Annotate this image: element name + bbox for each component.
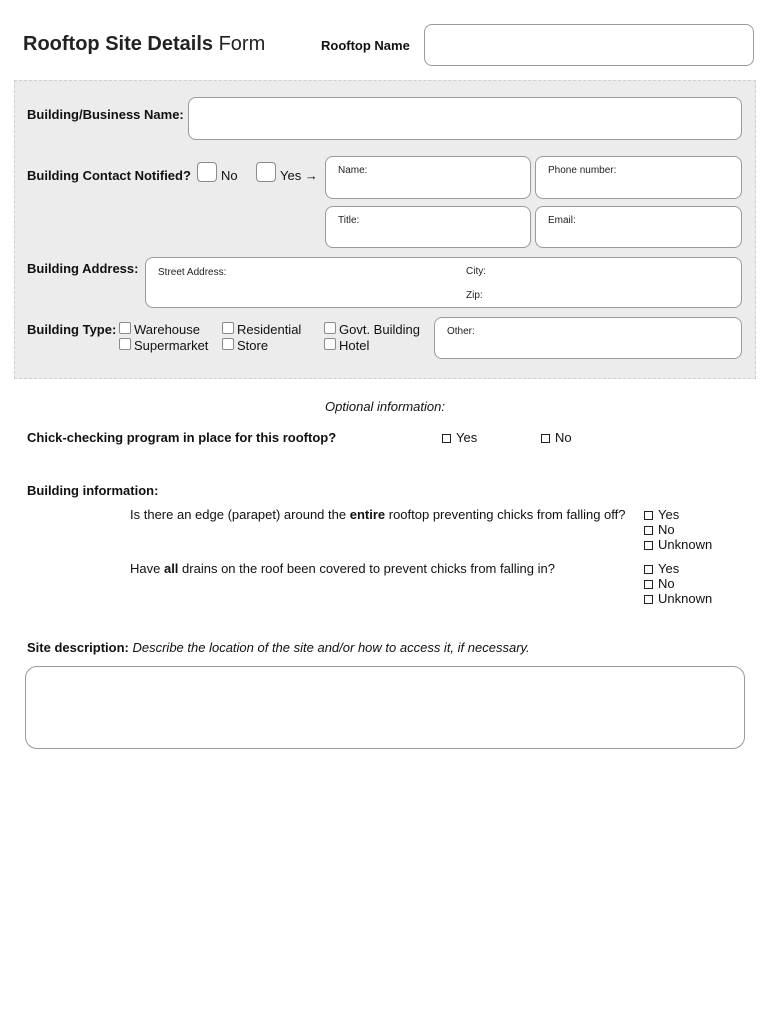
type-residential-label: Residential xyxy=(237,322,302,337)
type-govt-checkbox[interactable] xyxy=(324,322,336,334)
parapet-unknown-option[interactable] xyxy=(644,537,712,552)
contact-no-checkbox[interactable] xyxy=(197,162,217,182)
drains-no-option[interactable] xyxy=(644,576,675,591)
rooftop-name-field[interactable] xyxy=(424,24,754,66)
chick-yes-checkbox[interactable] xyxy=(442,434,451,443)
drains-no-label: No xyxy=(658,576,675,591)
parapet-yes-checkbox[interactable] xyxy=(644,511,653,520)
city-label: City: xyxy=(466,266,486,277)
chick-no-label: No xyxy=(555,430,572,445)
site-description-field[interactable] xyxy=(25,666,745,749)
contact-phone-label: Phone number: xyxy=(548,165,617,176)
building-name-label: Building/Business Name: xyxy=(27,107,184,122)
site-description-prompt xyxy=(27,640,530,655)
drains-yes-option[interactable] xyxy=(644,561,679,576)
form-title-regular: Form xyxy=(218,33,266,55)
drains-yes-label: Yes xyxy=(658,561,680,576)
contact-phone-field[interactable] xyxy=(535,156,742,199)
drains-no-checkbox[interactable] xyxy=(644,580,653,589)
chick-no-checkbox[interactable] xyxy=(541,434,550,443)
chick-program-question: Chick-checking program in place for this rooftop? xyxy=(27,430,337,445)
type-supermarket-label: Supermarket xyxy=(134,338,209,353)
parapet-question-post: rooftop preventing chicks from falling off? xyxy=(385,507,626,522)
parapet-question-bold: entire xyxy=(349,507,386,522)
parapet-yes-label: Yes xyxy=(658,507,680,522)
building-type-label: Building Type: xyxy=(27,322,117,337)
parapet-no-option[interactable] xyxy=(644,522,675,537)
drains-yes-checkbox[interactable] xyxy=(644,565,653,574)
type-residential-checkbox[interactable] xyxy=(222,322,234,334)
zip-label: Zip: xyxy=(466,290,483,301)
parapet-yes-option[interactable] xyxy=(644,507,679,522)
contact-title-field[interactable] xyxy=(325,206,531,248)
type-other-label: Other: xyxy=(447,326,475,337)
contact-email-field[interactable] xyxy=(535,206,742,248)
chick-yes-label: Yes xyxy=(456,430,478,445)
drains-unknown-checkbox[interactable] xyxy=(644,595,653,604)
contact-yes-label: Yes → xyxy=(280,168,318,183)
drains-question xyxy=(130,561,555,576)
building-address-field[interactable] xyxy=(145,257,742,308)
type-store-checkbox[interactable] xyxy=(222,338,234,350)
contact-title-label: Title: xyxy=(338,215,360,226)
chick-no-option[interactable] xyxy=(541,430,572,445)
parapet-question xyxy=(130,507,626,522)
type-hotel-label: Hotel xyxy=(339,338,370,353)
contact-no-label: No xyxy=(221,168,238,183)
type-warehouse-label: Warehouse xyxy=(134,322,200,337)
type-warehouse-checkbox[interactable] xyxy=(119,322,131,334)
type-supermarket-checkbox[interactable] xyxy=(119,338,131,350)
contact-name-label: Name: xyxy=(338,165,368,176)
parapet-no-checkbox[interactable] xyxy=(644,526,653,535)
contact-yes-checkbox[interactable] xyxy=(256,162,276,182)
contact-email-label: Email: xyxy=(548,215,576,226)
parapet-unknown-label: Unknown xyxy=(658,537,713,552)
drains-question-bold: all xyxy=(163,561,179,576)
chick-yes-option[interactable] xyxy=(442,430,477,445)
drains-question-pre: Have xyxy=(130,561,164,576)
contact-name-field[interactable] xyxy=(325,156,531,199)
parapet-question-pre: Is there an edge (parapet) around the xyxy=(130,507,350,522)
type-other-field[interactable] xyxy=(434,317,742,359)
building-name-field[interactable] xyxy=(188,97,742,140)
type-hotel-checkbox[interactable] xyxy=(324,338,336,350)
parapet-unknown-checkbox[interactable] xyxy=(644,541,653,550)
drains-unknown-label: Unknown xyxy=(658,591,713,606)
site-description-label: Site description: xyxy=(27,640,129,655)
form-title-bold: Rooftop Site Details xyxy=(23,33,214,55)
type-govt-label: Govt. Building xyxy=(339,322,420,337)
street-address-label: Street Address: xyxy=(158,267,227,278)
type-store-label: Store xyxy=(237,338,269,353)
drains-question-post: drains on the roof been covered to prevent chicks from falling in? xyxy=(178,561,555,576)
site-description-hint: Describe the location of the site and/or how to access it, if necessary. xyxy=(132,640,530,655)
optional-heading: Optional information: xyxy=(325,399,445,414)
building-address-label: Building Address: xyxy=(27,261,139,276)
contact-notified-label: Building Contact Notified? xyxy=(27,168,191,183)
form-title xyxy=(23,33,265,56)
drains-unknown-option[interactable] xyxy=(644,591,712,606)
rooftop-name-label: Rooftop Name xyxy=(321,38,410,53)
building-info-heading: Building information: xyxy=(27,483,159,498)
parapet-no-label: No xyxy=(658,522,675,537)
